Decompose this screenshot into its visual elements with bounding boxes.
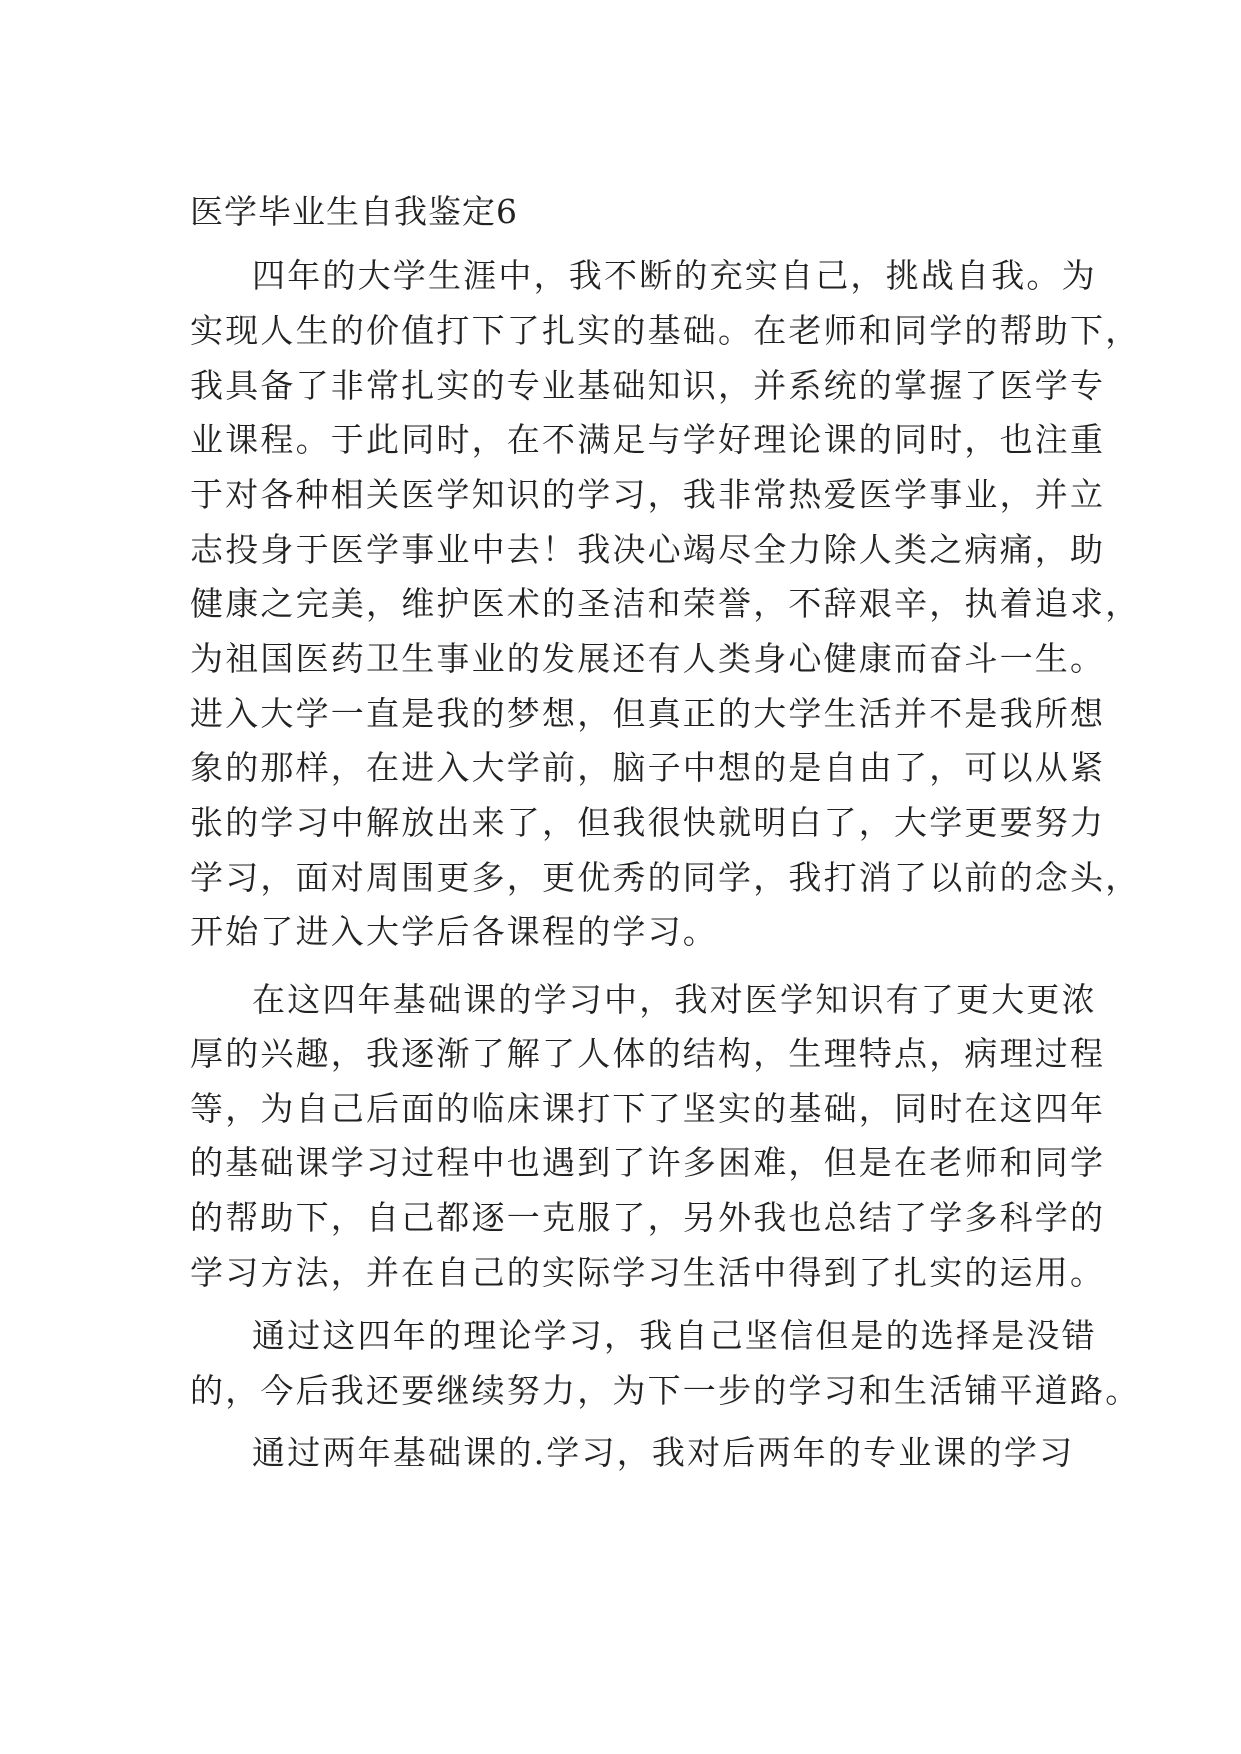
text-line-1: 四年的大学生涯中，我不断的充实自己，挑战自我。为 bbox=[252, 256, 1097, 295]
text-line-17: 的基础课学习过程中也遇到了许多困难，但是在老师和同学 bbox=[190, 1143, 1106, 1182]
text-line-13: 开始了进入大学后各课程的学习。 bbox=[190, 912, 718, 951]
text-line-10: 象的那样，在进入大学前，脑子中想的是自由了，可以从紧 bbox=[190, 748, 1106, 787]
text-line-11: 张的学习中解放出来了，但我很快就明白了，大学更要努力 bbox=[190, 803, 1106, 842]
text-line-22: 通过两年基础课的.学习，我对后两年的专业课的学习 bbox=[252, 1433, 1075, 1472]
text-line-7: 健康之完美，维护医术的圣洁和荣誉，不辞艰辛，执着追求， bbox=[190, 584, 1141, 623]
text-line-20: 通过这四年的理论学习，我自己坚信但是的选择是没错 bbox=[252, 1316, 1097, 1355]
text-line-9: 进入大学一直是我的梦想，但真正的大学生活并不是我所想 bbox=[190, 694, 1106, 733]
text-line-5: 于对各种相关医学知识的学习，我非常热爱医学事业，并立 bbox=[190, 475, 1106, 514]
text-line-19: 学习方法，并在自己的实际学习生活中得到了扎实的运用。 bbox=[190, 1253, 1106, 1292]
text-line-3: 我具备了非常扎实的专业基础知识，并系统的掌握了医学专 bbox=[190, 366, 1106, 405]
text-line-4: 业课程。于此同时，在不满足与学好理论课的同时，也注重 bbox=[190, 420, 1106, 459]
text-line-21: 的，今后我还要继续努力，为下一步的学习和生活铺平道路。 bbox=[190, 1371, 1141, 1410]
text-line-14: 在这四年基础课的学习中，我对医学知识有了更大更浓 bbox=[252, 980, 1097, 1019]
text-line-6: 志投身于医学事业中去！我决心竭尽全力除人类之病痛，助 bbox=[190, 530, 1106, 569]
document-title: 医学毕业生自我鉴定6 bbox=[190, 192, 518, 231]
text-line-8: 为祖国医药卫生事业的发展还有人类身心健康而奋斗一生。 bbox=[190, 639, 1106, 678]
text-line-16: 等，为自己后面的临床课打下了坚实的基础，同时在这四年 bbox=[190, 1089, 1106, 1128]
text-line-15: 厚的兴趣，我逐渐了解了人体的结构，生理特点，病理过程 bbox=[190, 1034, 1106, 1073]
text-line-18: 的帮助下，自己都逐一克服了，另外我也总结了学多科学的 bbox=[190, 1198, 1106, 1237]
text-line-2: 实现人生的价值打下了扎实的基础。在老师和同学的帮助下， bbox=[190, 311, 1141, 350]
text-line-12: 学习，面对周围更多，更优秀的同学，我打消了以前的念头， bbox=[190, 858, 1141, 897]
